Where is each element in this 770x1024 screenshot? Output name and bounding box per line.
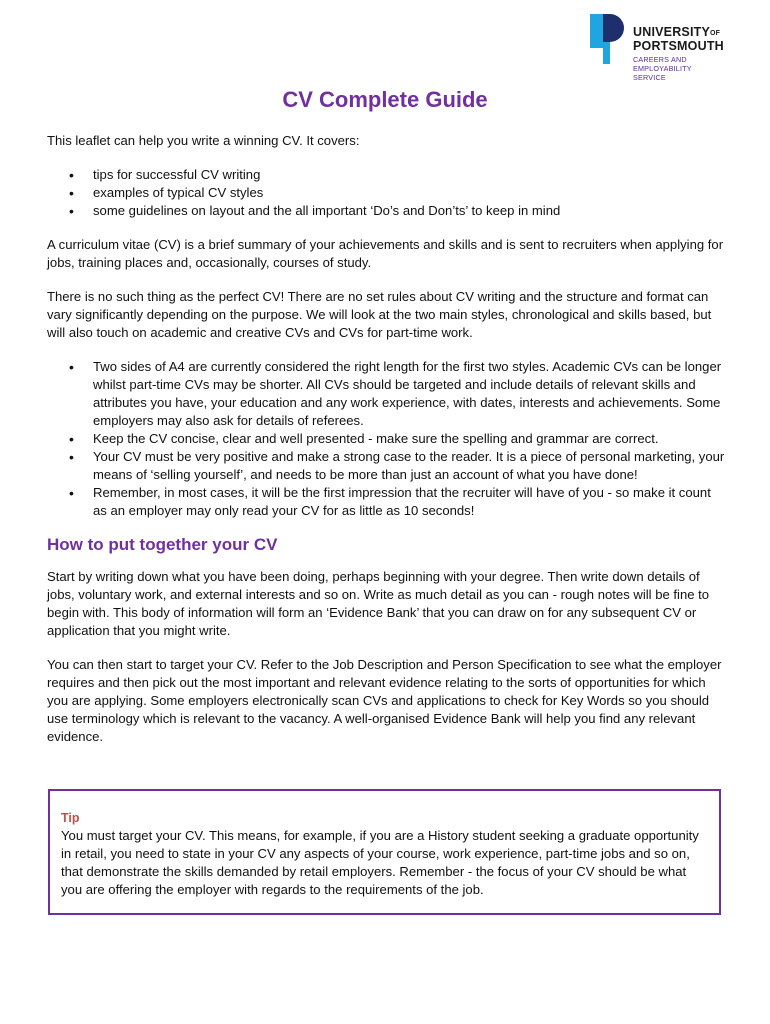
list-item: • some guidelines on layout and the all important ‘Do’s and Don’ts’ to keep in mind [93, 202, 727, 220]
logo-service-name [633, 55, 724, 82]
intro-text: This leaflet can help you write a winning CV. It covers: [47, 133, 360, 148]
paragraph-evidence-bank: Start by writing down what you have been doing, perhaps beginning with your degree. Then write down details of jobs, voluntary work, and external interests and so on. Write as much detail as you can - rough notes will be fine to begin with. This body of information will form an ‘Evidence Bank’ that you can draw on for any subsequent CV or application that you might write. [47, 569, 710, 638]
logo-line-2: EMPLOYABILITY [633, 64, 692, 73]
tip-text: You must target your CV. This means, for example, if you are a History student seeking a graduate opportunity in retail, you need to state in your CV any aspects of your course, work experience, part-time jobs and so on, that demonstrate the skills demanded by retail employers. Remember - the focus of your CV should be what you are offering the employer with regards to the requirements of the job. [61, 828, 699, 897]
logo-line-1: CAREERS AND [633, 55, 687, 64]
section-heading: How to put together your CV [47, 535, 278, 554]
list-item: • examples of typical CV styles [93, 184, 727, 202]
paragraph-target-cv: You can then start to target your CV. Refer to the Job Description and Person Specification to see what the employer requires and then pick out the most important and relevant evidence relating to the sorts of opportunities for which you are applying. Some employers electronically scan CVs and applications to check for Key Words so you should use terminology which is relevant to the vacancy. A well-organised Evidence Bank will help you find any relevant evidence. [47, 657, 722, 744]
covers-list [47, 166, 727, 220]
logo-wordmark [633, 26, 724, 82]
list-item: • tips for successful CV writing [93, 166, 727, 184]
list-item: • Two sides of A4 are currently considered the right length for the first two styles. Academic CVs can be longer whilst part-time CVs may be shorter. All CVs should be targeted and include details of relevant skills and attributes you have, your education and any work experience, with dates, interests and achievements. Some employers may also ask for details of referees. [93, 358, 727, 430]
list-item: • Remember, in most cases, it will be the first impression that the recruiter will have of you - so make it count as an employer may only read your CV for as little as 10 seconds! [93, 484, 727, 520]
logo-university: UNIVERSITY [633, 25, 711, 39]
cv-points-list [47, 358, 727, 520]
logo-line-3: SERVICE [633, 73, 666, 82]
university-logo [590, 14, 740, 82]
document-body [47, 132, 727, 762]
list-item: • Your CV must be very positive and make a strong case to the reader. It is a piece of personal marketing, your means of ‘selling yourself’, and needs to be more than just an account of what you have done! [93, 448, 727, 484]
paragraph-cv-definition: A curriculum vitae (CV) is a brief summary of your achievements and skills and is sent to recruiters when applying for jobs, training places and, occasionally, courses of study. [47, 237, 724, 270]
list-item: • Keep the CV concise, clear and well presented - make sure the spelling and grammar are correct. [93, 430, 727, 448]
tip-box [48, 789, 721, 915]
paragraph-no-perfect-cv: There is no such thing as the perfect CV! There are no set rules about CV writing and the structure and format can vary significantly depending on the purpose. We will look at the two main styles, chronological and skills based, but will also touch on academic and creative CVs and CVs for part-time work. [47, 289, 712, 340]
portsmouth-logo-mark-icon [590, 14, 630, 64]
page-title: CV Complete Guide [282, 87, 488, 112]
logo-of: OF [710, 30, 721, 37]
logo-portsmouth: PORTSMOUTH [633, 38, 724, 53]
tip-title: Tip [61, 811, 80, 825]
